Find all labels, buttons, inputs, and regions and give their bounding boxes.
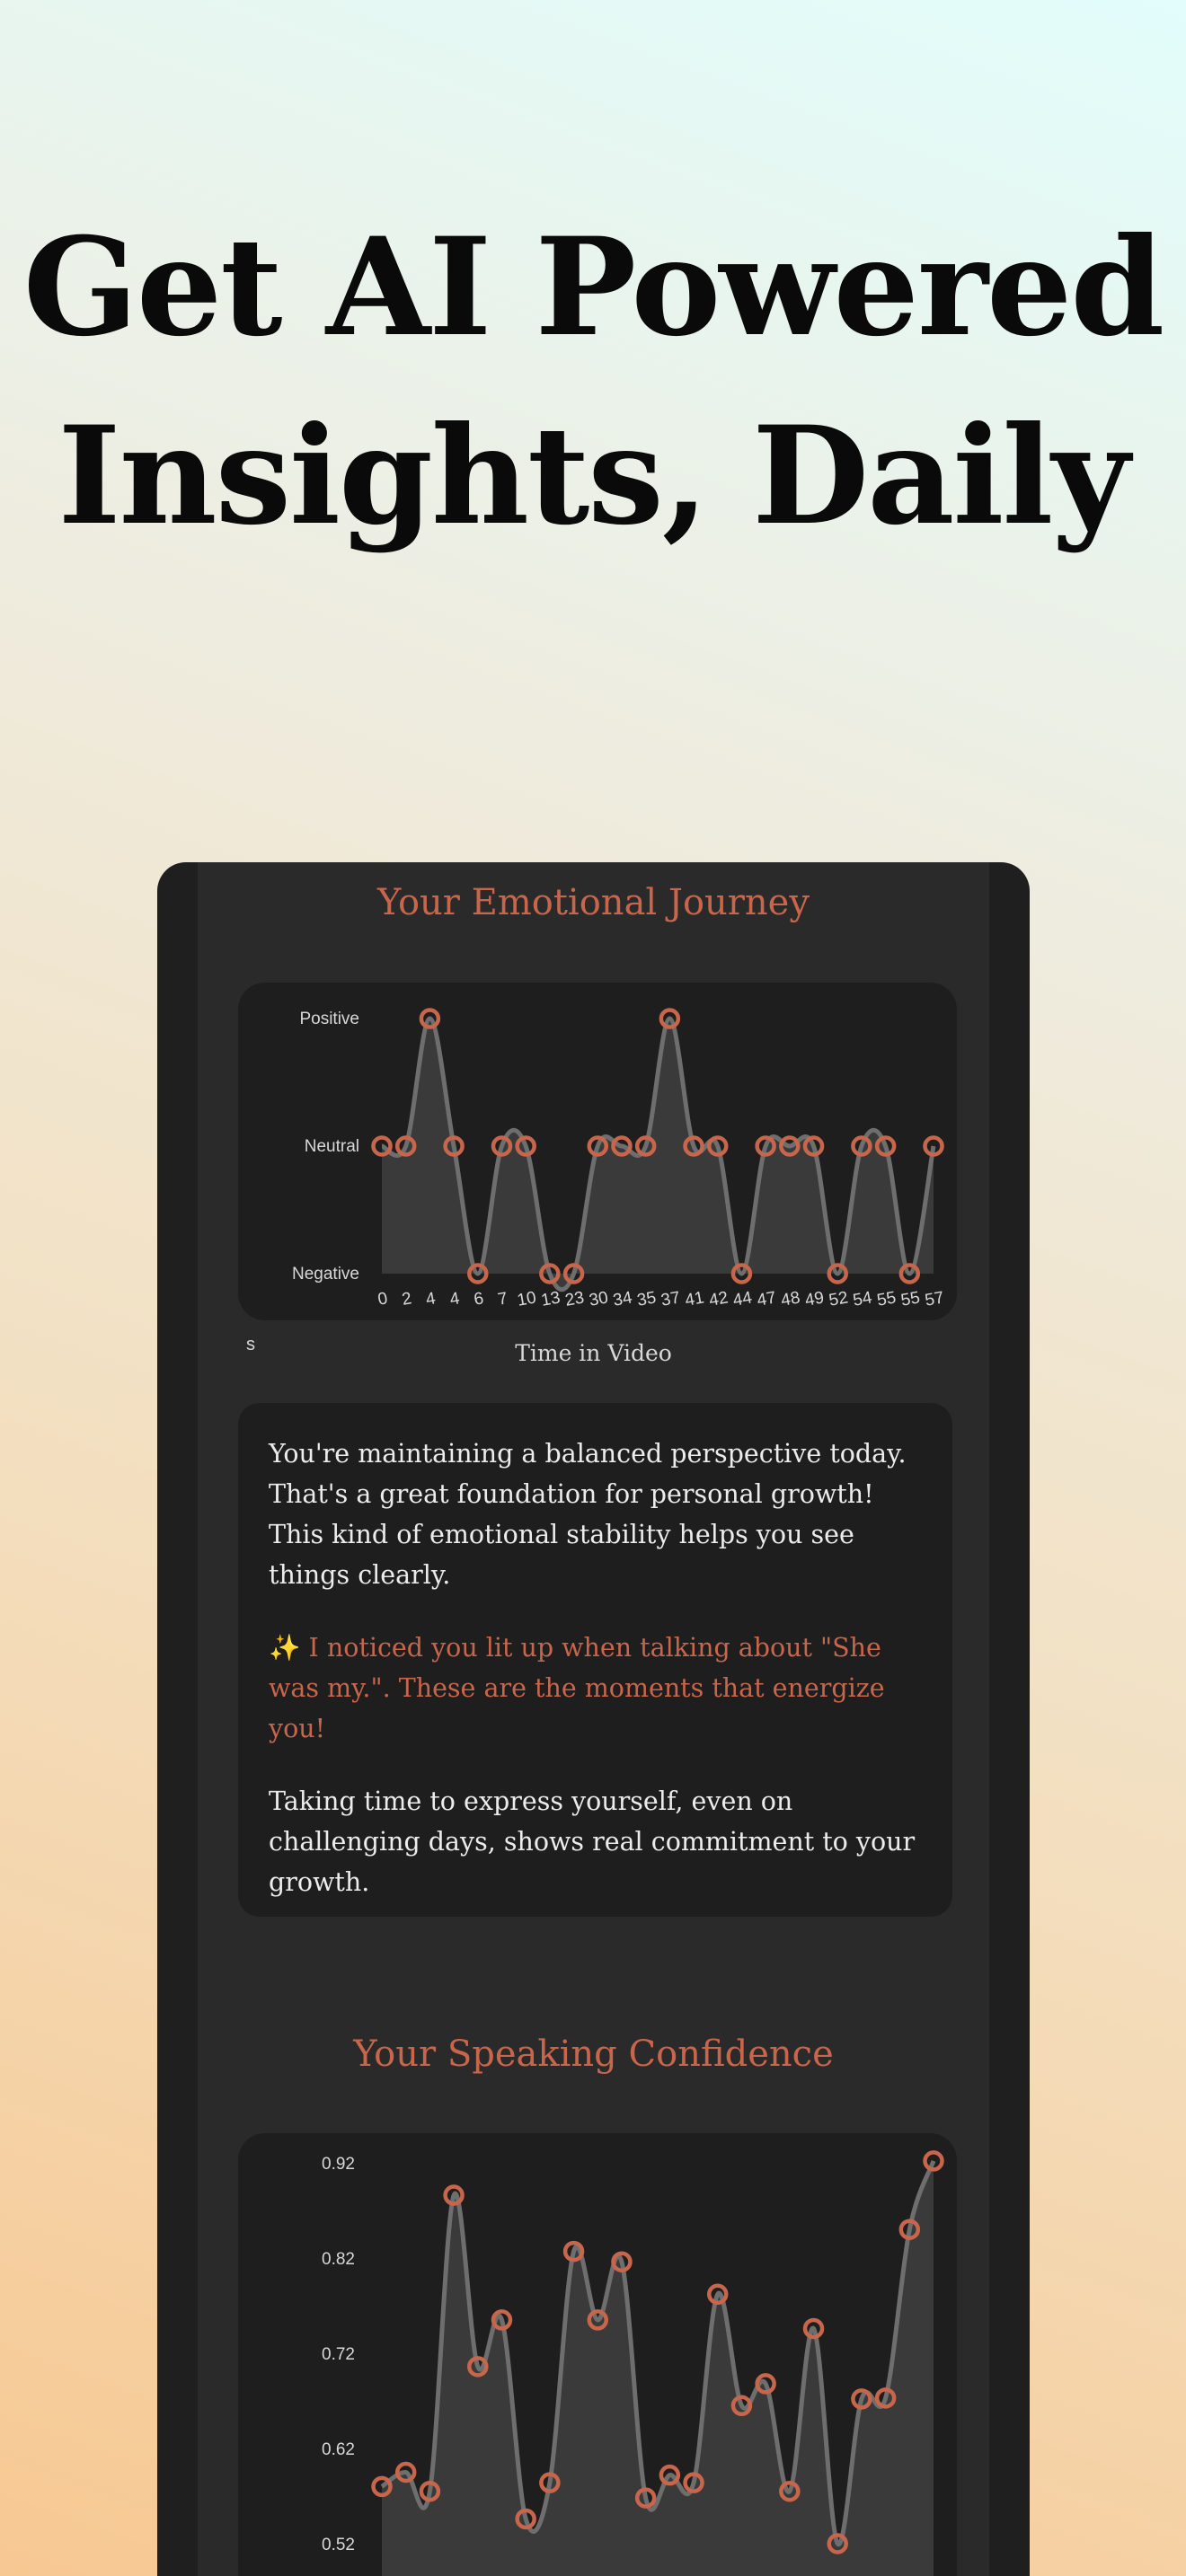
emotion-x-tick-label: 34 [611, 1288, 634, 1310]
stray-label: s [246, 1335, 255, 1354]
speaking-confidence-title: Your Speaking Confidence [353, 2033, 834, 2075]
emotion-x-tick-label: 41 [683, 1288, 706, 1310]
confidence-area [382, 2161, 934, 2576]
emotion-y-tick-label: Neutral [304, 1137, 359, 1156]
emotion-x-tick-label: 10 [515, 1288, 538, 1310]
confidence-chart-card [238, 2133, 957, 2576]
emotion-x-tick-label: 2 [400, 1289, 413, 1310]
confidence-y-tick-label: 0.72 [322, 2345, 355, 2364]
emotion-x-tick-label: 37 [659, 1288, 682, 1310]
hero-headline: Get AI Powered Insights, Daily [22, 208, 1164, 555]
emotion-y-tick-label: Positive [299, 1010, 359, 1028]
confidence-y-tick-label: 0.52 [322, 2536, 355, 2554]
emotion-chart [238, 983, 957, 1320]
emotion-chart-card [238, 983, 957, 1320]
emotion-x-tick-label: 4 [448, 1289, 462, 1310]
confidence-y-tick-label: 0.92 [322, 2155, 355, 2174]
emotion-x-tick-label: 4 [424, 1289, 438, 1310]
emotion-x-axis-title: Time in Video [515, 1340, 672, 1366]
emotional-journey-title: Your Emotional Journey [377, 882, 810, 923]
insights-card [238, 1403, 952, 1917]
emotion-x-tick-label: 47 [755, 1288, 778, 1310]
emotion-x-tick-label: 55 [899, 1288, 922, 1310]
emotion-y-tick-label: Negative [292, 1265, 359, 1284]
emotion-x-tick-label: 35 [635, 1288, 658, 1310]
emotion-x-tick-label: 7 [496, 1289, 509, 1310]
insight-commitment: Taking time to express yourself, even on challenging days, shows real commitment to your growth. [269, 1786, 916, 1897]
emotion-x-tick-label: 44 [731, 1288, 754, 1310]
emotion-x-tick-label: 57 [923, 1288, 946, 1310]
emotion-x-tick-label: 49 [803, 1288, 826, 1310]
emotion-x-tick-label: 0 [376, 1289, 390, 1310]
emotion-x-tick-label: 23 [563, 1288, 586, 1310]
phone-mockup [157, 862, 1030, 2576]
emotion-x-tick-label: 42 [707, 1288, 730, 1310]
confidence-y-tick-label: 0.62 [322, 2440, 355, 2459]
insight-energized-moment: ✨ I noticed you lit up when talking about "She was my.". These are the moments that energize you! [269, 1633, 885, 1743]
emotion-x-tick-label: 52 [828, 1288, 850, 1310]
insight-balanced-perspective: You're maintaining a balanced perspective today. That's a great foundation for personal growth! This kind of emotional stability helps you see things clearly. [269, 1439, 907, 1590]
confidence-y-tick-label: 0.82 [322, 2250, 355, 2269]
app-screen [198, 862, 989, 2576]
emotion-x-tick-label: 55 [875, 1288, 898, 1310]
emotion-x-tick-label: 6 [472, 1289, 485, 1310]
confidence-chart [238, 2133, 957, 2576]
emotion-x-tick-label: 30 [588, 1288, 610, 1310]
emotion-x-tick-label: 54 [851, 1288, 874, 1310]
emotion-x-tick-label: 48 [779, 1288, 802, 1310]
emotion-x-tick-label: 13 [539, 1288, 562, 1310]
